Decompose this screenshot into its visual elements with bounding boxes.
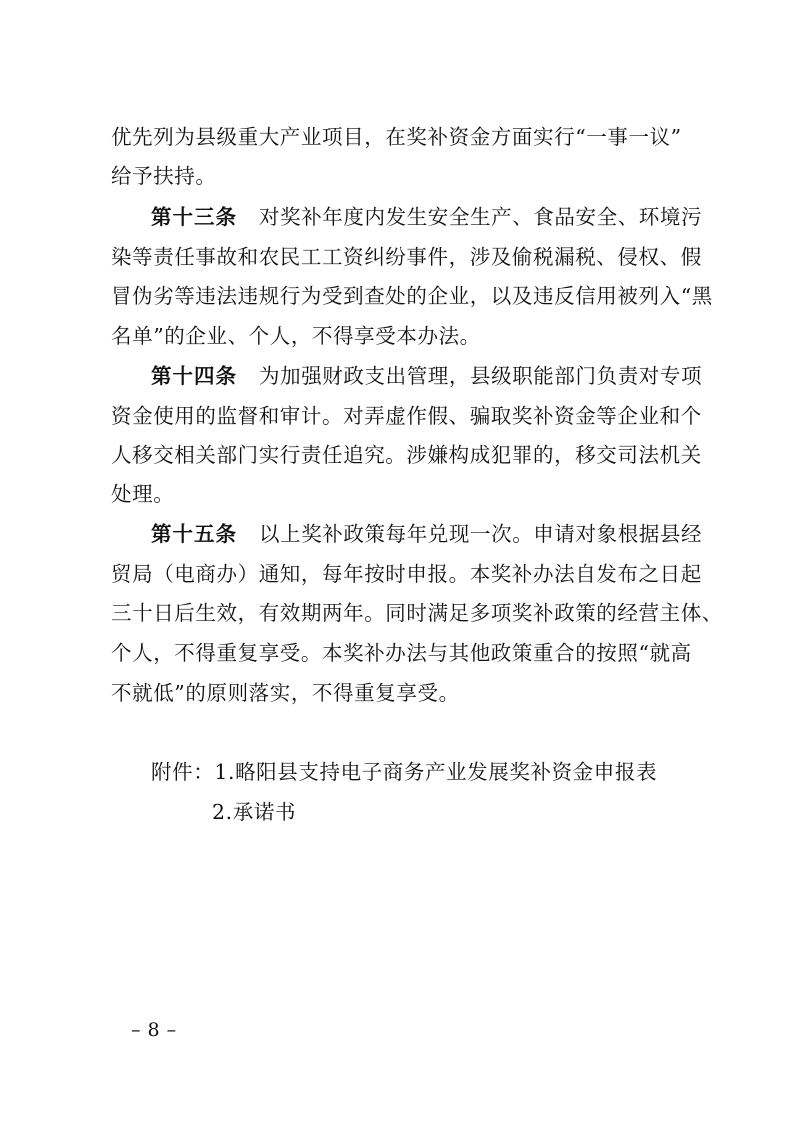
- body-line: 处理。: [111, 482, 175, 506]
- attachments-label: 附件：: [151, 760, 215, 784]
- article-14-heading: 第十四条: [151, 364, 237, 388]
- article-14-first-line: [151, 364, 702, 388]
- article-15-first-line: [151, 522, 702, 546]
- attachments: [151, 760, 657, 784]
- body-line: 染等责任事故和农民工工资纠纷事件，涉及偷税漏税、侵权、假: [111, 245, 702, 269]
- body-line: 贸局（电商办）通知，每年按时申报。本奖补办法自发布之日起: [111, 562, 702, 586]
- body-line: 名单”的企业、个人，不得享受本办法。: [111, 324, 481, 348]
- attachment-item: 2.承诺书: [212, 800, 297, 824]
- body-line: 冒伪劣等违法违规行为受到查处的企业，以及违反信用被列入“黑: [111, 284, 713, 308]
- article-13-first-line: [151, 205, 702, 229]
- body-line: 三十日后生效，有效期两年。同时满足多项奖补政策的经营主体、: [111, 601, 723, 625]
- body-line: 个人，不得重复享受。本奖补办法与其他政策重合的按照“就高: [111, 641, 692, 665]
- body-line: 人移交相关部门实行责任追究。涉嫌构成犯罪的，移交司法机关: [111, 443, 702, 467]
- body-text: 为加强财政支出管理，县级职能部门负责对专项: [259, 364, 703, 388]
- body-line: 资金使用的监督和审计。对弄虚作假、骗取奖补资金等企业和个: [111, 404, 702, 428]
- article-15-heading: 第十五条: [151, 522, 237, 546]
- article-13-heading: 第十三条: [151, 205, 237, 229]
- page-number: – 8 –: [131, 1019, 177, 1041]
- body-line: 不就低”的原则落实，不得重复享受。: [111, 681, 460, 705]
- body-line: 优先列为县级重大产业项目，在奖补资金方面实行“一事一议”: [111, 125, 682, 149]
- body-text: 以上奖补政策每年兑现一次。申请对象根据县经: [259, 522, 703, 546]
- attachment-item: 1.略阳县支持电子商务产业发展奖补资金申报表: [214, 760, 658, 784]
- body-text: 对奖补年度内发生安全生产、食品安全、环境污: [259, 205, 703, 229]
- body-line: 给予扶持。: [111, 164, 217, 188]
